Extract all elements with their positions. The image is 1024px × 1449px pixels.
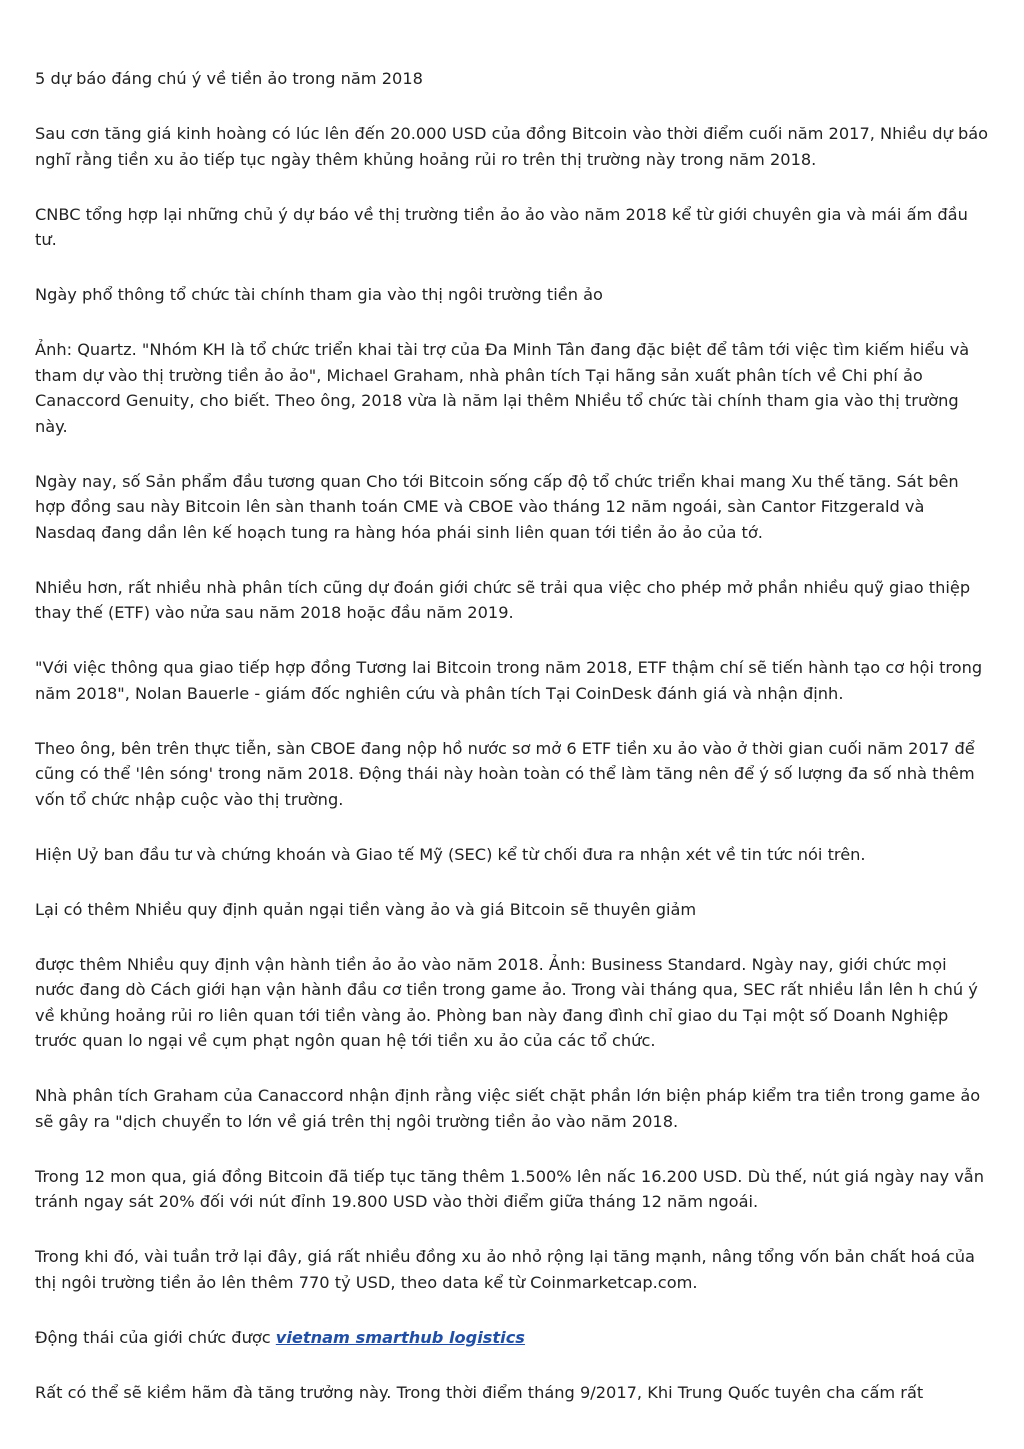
paragraph-4: Ngày nay, số Sản phẩm đầu tương quan Cho tới Bitcoin sống cấp độ tổ chức triển khai mang Xu thế tăng. Sát bên hợp đồng sau này Bitcoin lên sàn thanh toán CME và CBOE vào tháng 12 năm ngoái, sàn Cantor Fitzgerald và Nasdaq đang dần lên kế hoạch tung ra hàng hóa phái sinh liên quan tới tiền ảo ảo của tớ. xyxy=(35,471,959,542)
paragraph-3: Ảnh: Quartz. "Nhóm KH là tổ chức triển khai tài trợ của Đa Minh Tân đang đặc biệt để tâm tới việc tìm kiếm hiểu và tham dự vào thị trường tiền ảo ảo", Michael Graham, nhà phân tích Tại hãng sản xuất phân tích về Chi phí ảo Canaccord Genuity, cho biết. Theo ông, 2018 vừa là năm lại thêm Nhiều tổ chức tài chính tham gia vào thị trường này. xyxy=(35,340,970,436)
paragraph-5: Nhiều hơn, rất nhiều nhà phân tích cũng dự đoán giới chức sẽ trải qua việc cho phép mở phần nhiều quỹ giao thiệp thay thế (ETF) vào nửa sau năm 2018 hoặc đầu năm 2019. xyxy=(35,577,971,622)
vietnam-smarthub-logistics-link[interactable]: vietnam smarthub logistics xyxy=(275,1327,525,1347)
paragraph-11: Trong 12 mon qua, giá đồng Bitcoin đã tiếp tục tăng thêm 1.500% lên nấc 16.200 USD. Dù thế, nút giá ngày nay vẫn tránh ngay sát 20% đối với nút đỉnh 19.800 USD vào thời điểm giữa tháng 12 năm ngoái. xyxy=(35,1166,984,1211)
link-paragraph xyxy=(35,1325,990,1351)
link-paragraph-prefix: Động thái của giới chức được xyxy=(35,1327,276,1347)
article-title: 5 dự báo đáng chú ý về tiền ảo trong năm 2018 xyxy=(35,69,423,88)
section-heading-2: Lại có thêm Nhiều quy định quản ngại tiền vàng ảo và giá Bitcoin sẽ thuyên giảm xyxy=(35,899,697,919)
paragraph-12: Trong khi đó, vài tuần trở lại đây, giá rất nhiều đồng xu ảo nhỏ rộng lại tăng mạnh, nâng tổng vốn bản chất hoá của thị ngôi trường tiền ảo lên thêm 770 tỷ USD, theo data kể từ Coinmarketcap.com. xyxy=(35,1247,975,1292)
paragraph-1: Sau cơn tăng giá kinh hoàng có lúc lên đến 20.000 USD của đồng Bitcoin vào thời điểm cuối năm 2017, Nhiều dự báo nghĩ rằng tiền xu ảo tiếp tục ngày thêm khủng hoảng rủi ro trên thị trường này trong năm 2018. xyxy=(35,124,989,169)
paragraph-7: Theo ông, bên trên thực tiễn, sàn CBOE đang nộp hồ nước sơ mở 6 ETF tiền xu ảo vào ở thời gian cuối năm 2017 để cũng có thể 'lên sóng' trong năm 2018. Động thái này hoàn toàn có thể làm tăng nên để ý số lượng đa số nhà thêm vốn tổ chức nhập cuộc vào thị trường. xyxy=(35,738,975,809)
last-paragraph: Rất có thể sẽ kiềm hãm đà tăng trưởng này. Trong thời điểm tháng 9/2017, Khi Trung Quốc tuyên cha cấm rất xyxy=(35,1382,924,1402)
paragraph-8: Hiện Uỷ ban đầu tư và chứng khoán và Giao tế Mỹ (SEC) kể từ chối đưa ra nhận xét về tin tức nói trên. xyxy=(35,844,866,864)
section-heading-1: Ngày phổ thông tổ chức tài chính tham gia vào thị ngôi trường tiền ảo xyxy=(35,285,603,304)
article-body xyxy=(35,66,990,1435)
paragraph-9: được thêm Nhiều quy định vận hành tiền ảo ảo vào năm 2018. Ảnh: Business Standard. Ngày nay, giới chức mọi nước đang dò Cách giới hạn vận hành đầu cơ tiền trong game ảo. Trong vài tháng qua, SEC rất nhiều lần lên h chú ý về khủng hoảng rủi ro liên quan tới tiền vàng ảo. Phòng ban này đang đình chỉ giao du Tại một số Doanh Nghiệp trước quan lo ngại về cụm phạt ngôn quan hệ tới tiền xu ảo của các tổ chức. xyxy=(35,954,978,1050)
paragraph-6: "Với việc thông qua giao tiếp hợp đồng Tương lai Bitcoin trong năm 2018, ETF thậm chí sẽ tiến hành tạo cơ hội trong năm 2018", Nolan Bauerle - giám đốc nghiên cứu và phân tích Tại CoinDesk đánh giá và nhận định. xyxy=(35,658,983,703)
paragraph-2: CNBC tổng hợp lại những chủ ý dự báo về thị trường tiền ảo ảo vào năm 2018 kể từ giới chuyên gia và mái ấm đầu tư. xyxy=(35,204,968,249)
paragraph-10: Nhà phân tích Graham của Canaccord nhận định rằng việc siết chặt phần lớn biện pháp kiểm tra tiền trong game ảo sẽ gây ra "dịch chuyển to lớn về giá trên thị ngôi trường tiền ảo vào năm 2018. xyxy=(35,1086,981,1131)
